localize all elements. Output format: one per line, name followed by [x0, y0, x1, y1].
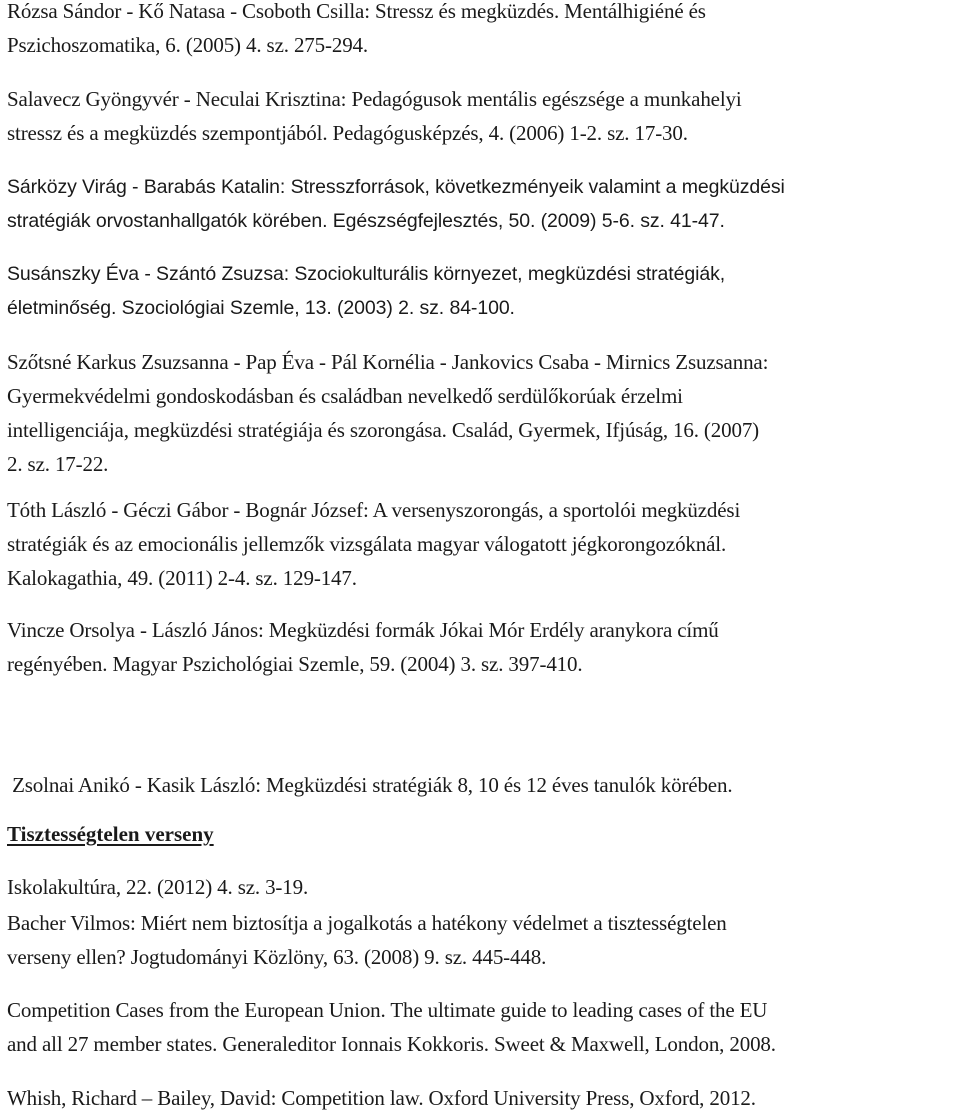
reference-entry — [7, 345, 957, 481]
reference-entry — [7, 906, 957, 974]
section-heading: Tisztességtelen verseny — [7, 822, 214, 846]
reference-line: Pszichoszomatika, 6. (2005) 4. sz. 275-294. — [7, 33, 368, 57]
reference-line: Kalokagathia, 49. (2011) 2-4. sz. 129-147. — [7, 566, 357, 590]
reference-entry — [7, 257, 957, 325]
reference-entry — [7, 1081, 957, 1115]
reference-line: verseny ellen? Jogtudományi Közlöny, 63. (2008) 9. sz. 445-448. — [7, 945, 547, 969]
reference-line: stratégiák és az emocionális jellemzők vizsgálata magyar válogatott jégkorongozóknál. — [7, 532, 727, 556]
reference-entry — [7, 993, 957, 1061]
reference-line: Susánszky Éva - Szántó Zsuzsa: Szociokulturális környezet, megküzdési stratégiák, — [7, 263, 726, 285]
reference-line: Bacher Vilmos: Miért nem biztosítja a jogalkotás a hatékony védelmet a tisztességtelen — [7, 911, 727, 935]
reference-line: 2. sz. 17-22. — [7, 452, 109, 476]
reference-line: stressz és a megküzdés szempontjából. Pedagógusképzés, 4. (2006) 1-2. sz. 17-30. — [7, 121, 688, 145]
reference-line: Whish, Richard – Bailey, David: Competition law. Oxford University Press, Oxford, 2012. — [7, 1086, 756, 1110]
reference-line: regényében. Magyar Pszichológiai Szemle, 59. (2004) 3. sz. 397-410. — [7, 652, 583, 676]
reference-line: stratégiák orvostanhallgatók körében. Egészségfejlesztés, 50. (2009) 5-6. sz. 41-47. — [7, 210, 725, 232]
reference-line: Szőtsné Karkus Zsuzsanna - Pap Éva - Pál Kornélia - Jankovics Csaba - Mirnics Zsuzsanna: — [7, 350, 769, 374]
reference-line: Zsolnai Anikó - Kasik László: Megküzdési stratégiák 8, 10 és 12 éves tanulók körében. — [7, 773, 733, 797]
reference-line: Salavecz Gyöngyvér - Neculai Krisztina: Pedagógusok mentális egészsége a munkahelyi — [7, 87, 742, 111]
reference-line: intelligenciája, megküzdési stratégiája és szorongása. Család, Gyermek, Ifjúság, 16. (2007) — [7, 418, 760, 442]
reference-entry — [7, 613, 957, 681]
reference-line: Vincze Orsolya - László János: Megküzdési formák Jókai Mór Erdély aranykora című — [7, 618, 719, 642]
reference-entry — [7, 0, 957, 62]
reference-line: and all 27 member states. Generaleditor Ionnais Kokkoris. Sweet & Maxwell, London, 2008. — [7, 1032, 776, 1056]
reference-line: Competition Cases from the European Union. The ultimate guide to leading cases of the EU — [7, 998, 768, 1022]
reference-entry — [7, 493, 957, 595]
reference-line: Rózsa Sándor - Kő Natasa - Csoboth Csilla: Stressz és megküzdés. Mentálhigiéné és — [7, 0, 706, 23]
reference-line: életminőség. Szociológiai Szemle, 13. (2003) 2. sz. 84-100. — [7, 297, 515, 319]
reference-entry — [7, 82, 957, 150]
reference-line: Tóth László - Géczi Gábor - Bognár József: A versenyszorongás, a sportolói megküzdési — [7, 498, 741, 522]
reference-line: Sárközy Virág - Barabás Katalin: Stresszforrások, következményeik valamint a megküzdési — [7, 176, 785, 198]
reference-line: Iskolakultúra, 22. (2012) 4. sz. 3-19. — [7, 875, 309, 899]
reference-entry — [7, 170, 957, 238]
reference-line: Gyermekvédelmi gondoskodásban és családban nevelkedő serdülőkorúak érzelmi — [7, 384, 683, 408]
